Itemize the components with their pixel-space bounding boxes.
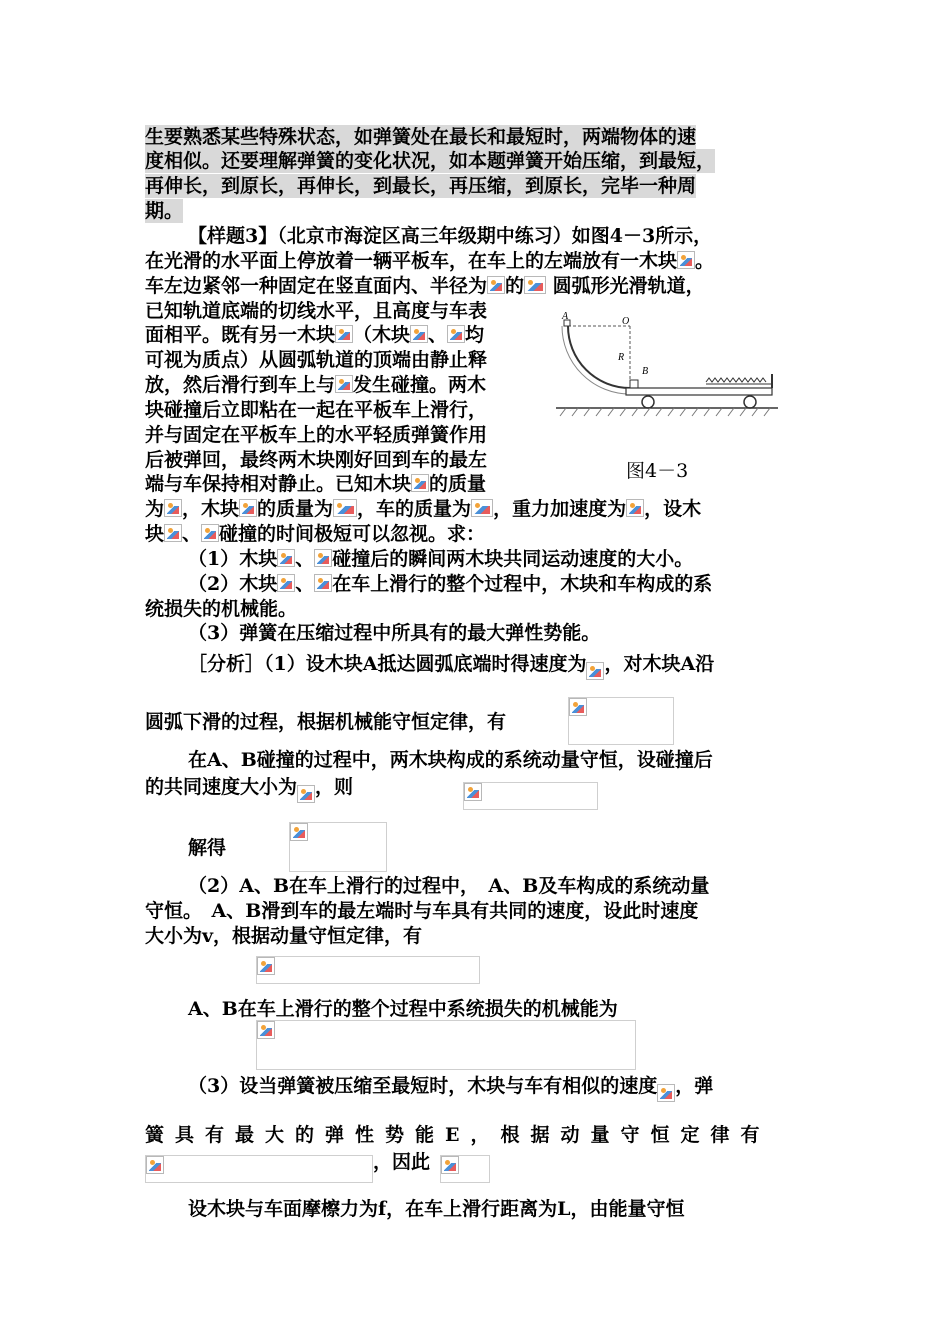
text-span: ，对木块A沿 bbox=[604, 653, 715, 675]
text-span: 的 bbox=[505, 275, 525, 297]
text-span: （2）木块 bbox=[188, 573, 278, 595]
formula-image-icon bbox=[335, 375, 353, 393]
text-span: ，木块 bbox=[182, 498, 240, 520]
figure-caption: 图4－3 bbox=[626, 460, 689, 482]
spring bbox=[706, 378, 766, 382]
formula-box bbox=[568, 697, 674, 745]
formula-image-icon bbox=[410, 325, 428, 343]
text-span: 的质量 bbox=[429, 473, 487, 495]
text-span: ，则 bbox=[315, 776, 354, 798]
text-span: 面相平。既有另一木块 bbox=[145, 324, 336, 346]
text-span: 在车上滑行的整个过程中，木块和车构成的系 bbox=[332, 573, 713, 595]
formula-image-icon bbox=[471, 499, 493, 517]
formula-image-icon bbox=[335, 325, 353, 343]
text-line: 在光滑的水平面上停放着一辆平板车，在车上的左端放有一木块 。 bbox=[145, 250, 715, 272]
formula-box bbox=[256, 956, 480, 984]
text-line: 度相似。还要理解弹簧的变化状况，如本题弹簧开始压缩，到最短， bbox=[145, 150, 716, 172]
figure-4-3 bbox=[556, 312, 778, 424]
text-span: ，设木 bbox=[644, 498, 702, 520]
text-line: 设木块与车面摩檫力为f，在车上滑行距离为L，由能量守恒 bbox=[188, 1198, 685, 1220]
text-span: 为 bbox=[145, 498, 165, 520]
text-line: 期。 bbox=[145, 200, 184, 222]
text-line: 并与固定在平板车上的水平轻质弹簧作用 bbox=[145, 424, 488, 446]
text-line bbox=[188, 1074, 713, 1102]
formula-image-icon bbox=[201, 524, 219, 542]
formula-image-icon bbox=[464, 783, 482, 801]
wheel bbox=[744, 396, 756, 408]
text-span: 在光滑的水平面上停放着一辆平板车，在车上的左端放有一木块 bbox=[145, 250, 678, 272]
block-b bbox=[630, 380, 638, 388]
text-line bbox=[145, 373, 486, 397]
formula-box bbox=[440, 1155, 490, 1183]
text-line bbox=[145, 323, 484, 347]
text-span: 、 bbox=[295, 548, 315, 570]
formula-box bbox=[289, 822, 387, 872]
text-line: 簧具有最大的弹性势能E，根据动量守恒定律有 bbox=[145, 1124, 771, 1146]
text-span: 的质量为 bbox=[257, 498, 334, 520]
text-span: （3）设当弹簧被压缩至最短时，木块与车有相似的速度 bbox=[188, 1075, 658, 1097]
text-span: ，重力加速度为 bbox=[493, 498, 627, 520]
text-span: 碰撞的时间极短可以忽视。求： bbox=[219, 523, 486, 545]
text-line: （2）A、B在车上滑行的过程中， A、B及车构成的系统动量 bbox=[188, 875, 710, 897]
formula-image-icon bbox=[314, 549, 332, 567]
text-line: 守恒。 A、B滑到车的最左端时与车具有共同的速度，设此时速度 bbox=[145, 900, 699, 922]
label-a: A bbox=[562, 312, 569, 322]
text-line: 后被弹回，最终两木块刚好回到车的最左 bbox=[145, 449, 488, 471]
text-span: 圆弧形光滑轨道， bbox=[552, 275, 705, 297]
text-line bbox=[188, 652, 714, 680]
formula-image-icon bbox=[447, 325, 465, 343]
wheel bbox=[642, 396, 654, 408]
text-span: 碰撞后的瞬间两木块共同运动速度的大小。 bbox=[332, 548, 694, 570]
text-span: 放，然后滑行到车上与 bbox=[145, 374, 336, 396]
text-line: 解得 bbox=[188, 837, 227, 859]
text-line: 圆弧下滑的过程，根据机械能守恒定律，有 bbox=[145, 711, 507, 733]
formula-image-icon bbox=[333, 499, 357, 517]
text-span: 均 bbox=[465, 324, 485, 346]
formula-box bbox=[463, 782, 598, 810]
formula-image-icon bbox=[314, 574, 332, 592]
formula-image-icon bbox=[164, 499, 182, 517]
formula-image-icon bbox=[569, 698, 587, 716]
formula-image-icon bbox=[626, 499, 644, 517]
label-o: O bbox=[622, 316, 630, 327]
formula-image-icon bbox=[586, 662, 604, 680]
text-span: 车左边紧邻一种固定在竖直面内、半径为 bbox=[145, 275, 488, 297]
text-span: 、 bbox=[182, 523, 202, 545]
text-line: 再伸长，到原长，再伸长，到最长，再压缩，到原长，完毕一种周 bbox=[145, 175, 697, 197]
label-r: R bbox=[618, 352, 625, 363]
text-line: ，因此 bbox=[373, 1151, 431, 1173]
formula-image-icon bbox=[277, 574, 295, 592]
text-span: 块 bbox=[145, 523, 165, 545]
formula-image-icon bbox=[277, 549, 295, 567]
text-line bbox=[188, 547, 693, 571]
text-line: 大小为v，根据动量守恒定律，有 bbox=[145, 925, 423, 947]
formula-box bbox=[145, 1155, 373, 1183]
text-span: ，弹 bbox=[675, 1075, 714, 1097]
text-line: 【样题3】（北京市海淀区高三年级期中练习）如图4－3所示， bbox=[188, 225, 713, 247]
text-line: 生要熟悉某些特殊状态，如弹簧处在最长和最短时，两端物体的速 bbox=[145, 126, 697, 148]
formula-image-icon bbox=[524, 276, 546, 294]
text-line: 在A、B碰撞的过程中，两木块构成的系统动量守恒，设碰撞后 bbox=[188, 749, 713, 771]
text-span: 的共同速度大小为 bbox=[145, 776, 298, 798]
text-line: 块碰撞后立即粘在一起在平板车上滑行， bbox=[145, 399, 488, 421]
formula-image-icon bbox=[677, 251, 695, 269]
text-span: ［分析］（1）设木块A抵达圆弧底端时得速度为 bbox=[188, 653, 587, 675]
cart-board bbox=[626, 388, 772, 395]
text-span: 发生碰撞。两木 bbox=[353, 374, 487, 396]
text-span: 端与车保持相对静止。已知木块 bbox=[145, 473, 412, 495]
text-line bbox=[145, 472, 486, 496]
text-span: （1）木块 bbox=[188, 548, 278, 570]
formula-image-icon bbox=[257, 957, 275, 975]
formula-image-icon bbox=[441, 1156, 459, 1174]
text-line bbox=[145, 497, 701, 521]
formula-image-icon bbox=[164, 524, 182, 542]
text-span: ，车的质量为 bbox=[357, 498, 472, 520]
text-line: 统损失的机械能。 bbox=[145, 598, 298, 620]
text-line bbox=[145, 775, 353, 803]
text-line: A、B在车上滑行的整个过程中系统损失的机械能为 bbox=[188, 998, 618, 1020]
text-line: （3）弹簧在压缩过程中所具有的最大弹性势能。 bbox=[188, 622, 601, 644]
formula-image-icon bbox=[146, 1156, 164, 1174]
formula-image-icon bbox=[297, 785, 315, 803]
formula-image-icon bbox=[290, 823, 308, 841]
label-b: B bbox=[642, 366, 649, 377]
text-line bbox=[188, 572, 712, 596]
text-line: 可视为质点）从圆弧轨道的顶端由静止释 bbox=[145, 349, 488, 371]
formula-image-icon bbox=[487, 276, 505, 294]
formula-image-icon bbox=[657, 1084, 675, 1102]
formula-box bbox=[256, 1020, 636, 1070]
text-line: 已知轨道底端的切线水平，且高度与车表 bbox=[145, 300, 488, 322]
text-span: 、 bbox=[428, 324, 448, 346]
formula-image-icon bbox=[257, 1021, 275, 1039]
ground-hatch bbox=[560, 408, 770, 416]
text-line bbox=[145, 274, 705, 298]
formula-image-icon bbox=[239, 499, 257, 517]
text-line bbox=[145, 522, 485, 546]
formula-image-icon bbox=[411, 474, 429, 492]
text-span: （木块 bbox=[353, 324, 411, 346]
text-span: 、 bbox=[295, 573, 315, 595]
